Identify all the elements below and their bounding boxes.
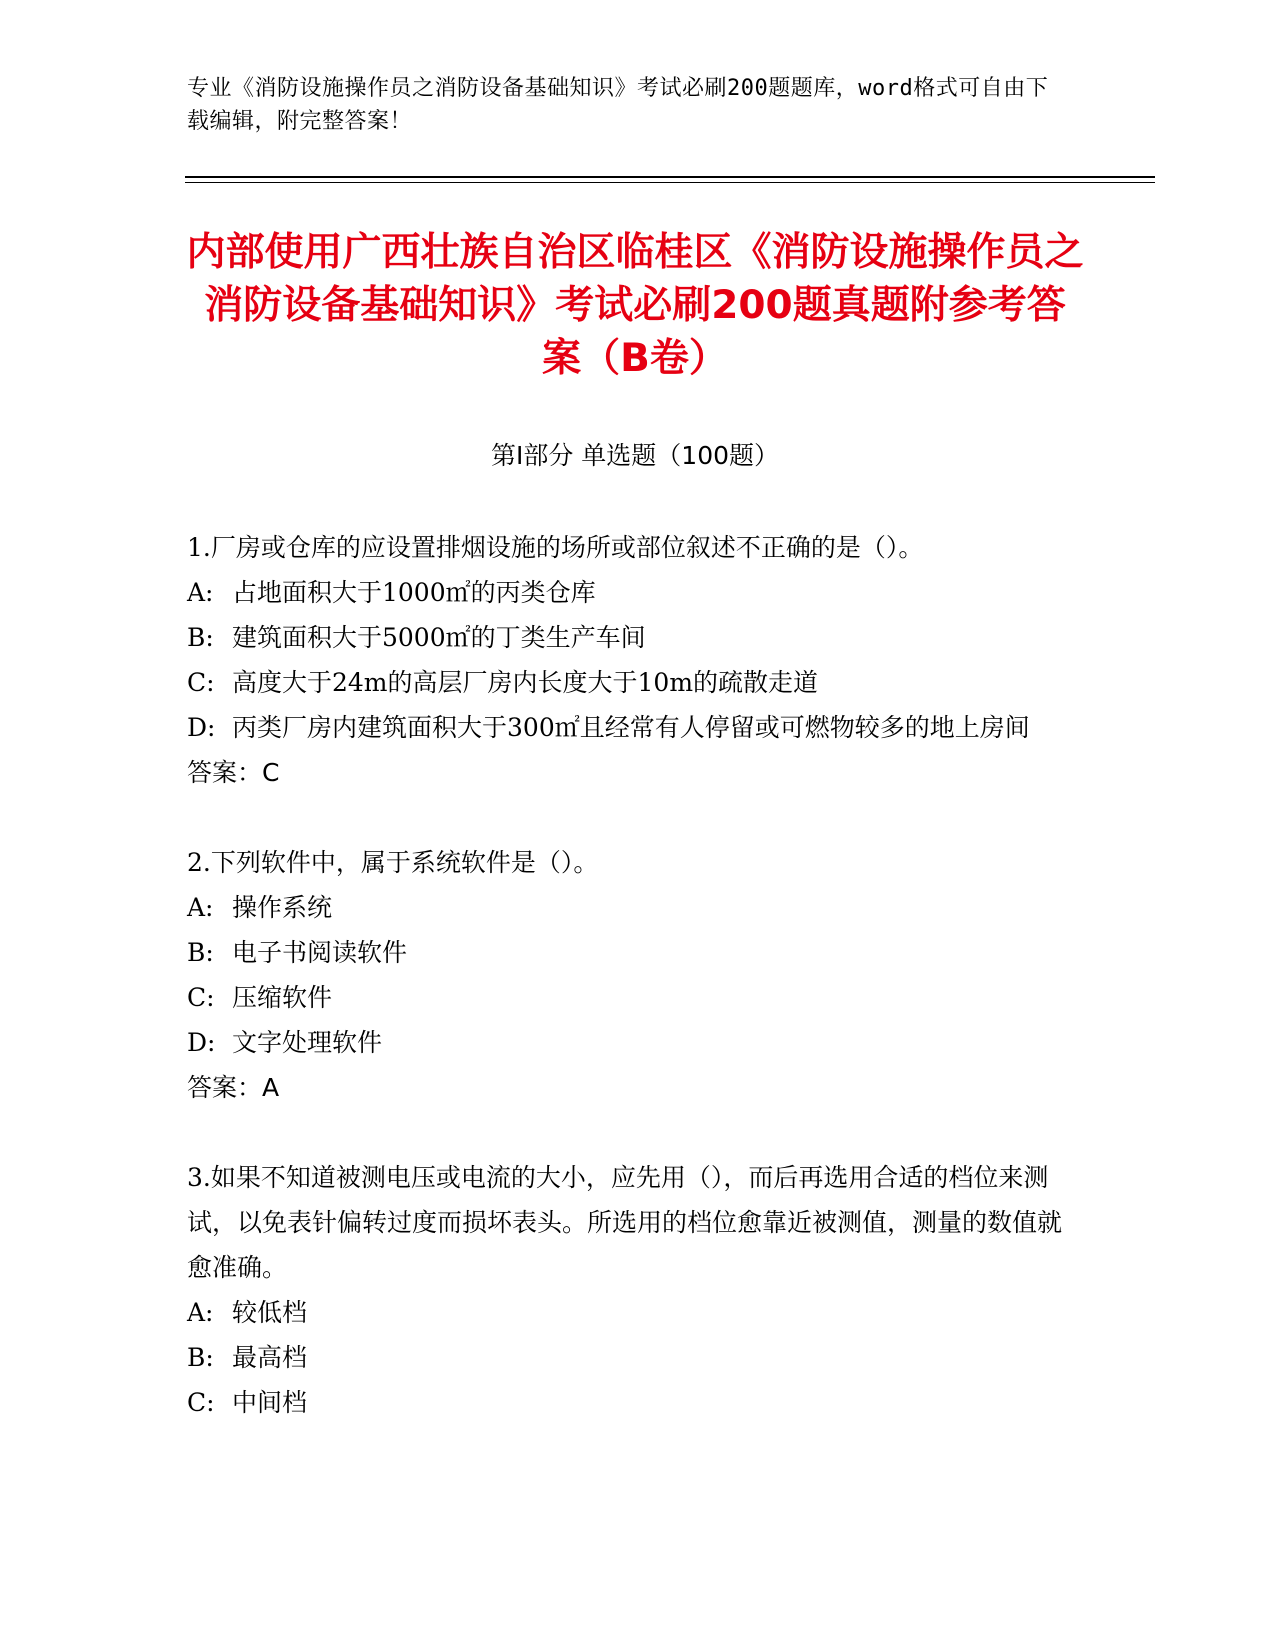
option-text: 高度大于24m的高层厂房内长度大于10m的疏散走道 [232,668,819,697]
option-letter: C: [187,668,215,697]
option-text: 最高档 [232,1343,308,1372]
option-text: 电子书阅读软件 [232,938,408,967]
option-letter: A: [187,578,214,607]
question-2 [187,840,1077,1110]
question-stem: 2.下列软件中，属于系统软件是（）。 [187,848,599,877]
option-a [187,885,1077,930]
answer-line: 答案：A [187,1073,280,1102]
option-b [187,615,1077,660]
option-letter: D: [187,1028,216,1057]
option-letter: B: [187,938,214,967]
question-stem: 3.如果不知道被测电压或电流的大小，应先用（），而后再选用合适的档位来测试，以免表针偏转过度而损坏表头。所选用的档位愈靠近被测值，测量的数值就愈准确。 [187,1163,1063,1282]
question-3 [187,1155,1077,1425]
option-a [187,1290,1077,1335]
option-text: 建筑面积大于5000㎡的丁类生产车间 [232,623,646,652]
option-text: 文字处理软件 [232,1028,383,1057]
section-title: 第Ⅰ部分 单选题（100题） [490,441,780,470]
option-text: 操作系统 [232,893,333,922]
header-note: 专业《消防设施操作员之消防设备基础知识》考试必刷200题题库，word格式可自由下载编辑，附完整答案！ [187,76,1049,134]
option-d [187,1020,1077,1065]
option-letter: A: [187,893,214,922]
option-text: 较低档 [232,1298,308,1327]
option-letter: D: [187,713,216,742]
option-text: 丙类厂房内建筑面积大于300㎡且经常有人停留或可燃物较多的地上房间 [232,713,1030,742]
option-letter: B: [187,623,214,652]
option-text: 压缩软件 [232,983,333,1012]
option-b [187,930,1077,975]
option-text: 中间档 [232,1388,308,1417]
option-d [187,705,1077,750]
option-letter: C: [187,1388,215,1417]
option-b [187,1335,1077,1380]
header-divider-thin [185,182,1155,183]
option-letter: A: [187,1298,214,1327]
question-list [187,525,1077,1470]
answer-line: 答案：C [187,758,280,787]
option-text: 占地面积大于1000㎡的丙类仓库 [232,578,596,607]
option-a [187,570,1077,615]
option-letter: B: [187,1343,214,1372]
option-letter: C: [187,983,215,1012]
question-stem: 1.厂房或仓库的应设置排烟设施的场所或部位叙述不正确的是（）。 [187,533,924,562]
header-divider-thick [185,176,1155,178]
option-c [187,1380,1077,1425]
question-1 [187,525,1077,795]
option-c [187,975,1077,1020]
document-title: 内部使用广西壮族自治区临桂区《消防设施操作员之消防设备基础知识》考试必刷200题真题附参考答案（B卷） [186,230,1084,381]
option-c [187,660,1077,705]
